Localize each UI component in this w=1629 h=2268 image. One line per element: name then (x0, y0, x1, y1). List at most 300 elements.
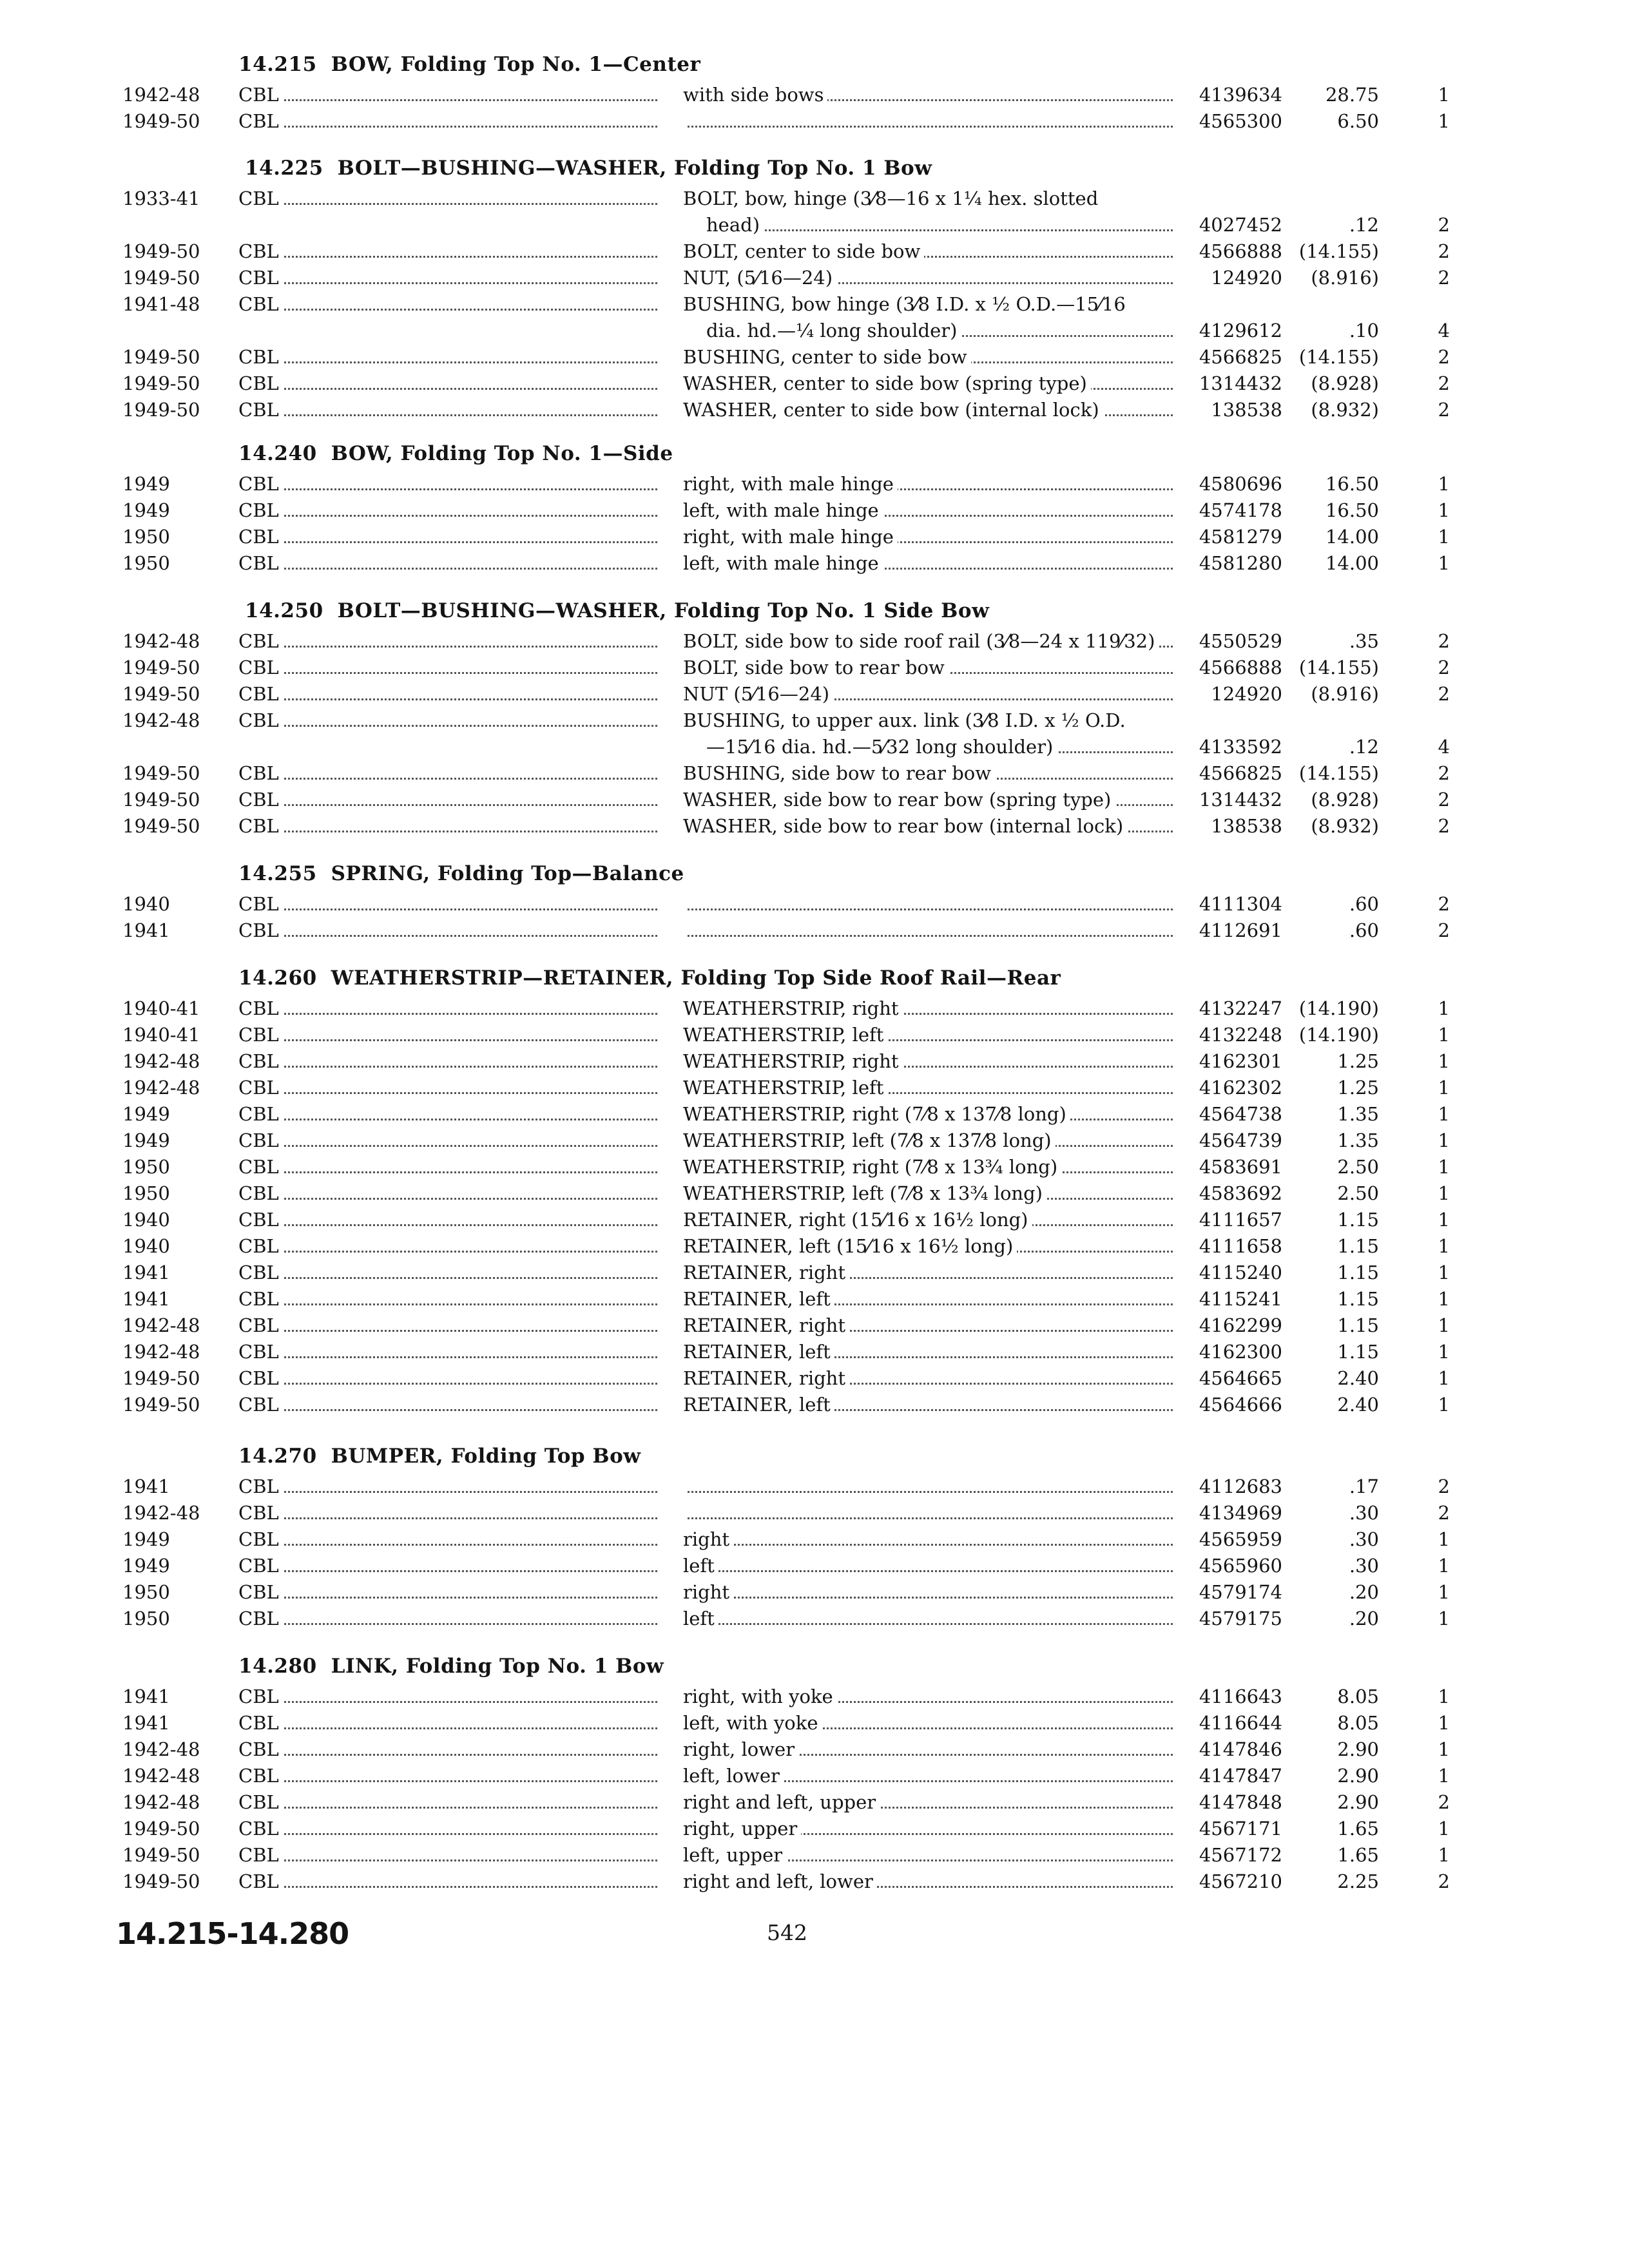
dot-leader (238, 908, 657, 910)
table-row (0, 523, 1629, 550)
body-style-text: CBL (238, 1555, 283, 1577)
body-style-text: CBL (238, 1844, 283, 1866)
dot-leader (238, 1597, 657, 1599)
part-number (1173, 707, 1282, 734)
section-heading (245, 599, 989, 628)
part-description-text: BOLT, side bow to side roof rail (3⁄8—24 x 119⁄32) (683, 630, 1159, 652)
list-price: (8.916) (1311, 683, 1379, 705)
quantity: 2 (1438, 346, 1450, 368)
body-style-text: CBL (238, 1077, 283, 1099)
footer-section-range: 14.215-14.280 (116, 1916, 349, 1951)
quantity: 1 (1438, 1209, 1450, 1231)
part-number: 4574178 (1199, 499, 1282, 521)
body-style-text: CBL (238, 1870, 283, 1892)
dot-leader (238, 1780, 657, 1782)
quantity: 1 (1438, 552, 1450, 574)
part-description-text: left, with yoke (683, 1712, 822, 1734)
part-description-text: BUSHING, side bow to rear bow (683, 762, 995, 784)
part-description (683, 1789, 1173, 1816)
dot-leader (238, 1277, 657, 1279)
part-description (683, 917, 1173, 944)
body-style (238, 654, 657, 681)
table-row (0, 370, 1629, 397)
quantity: 2 (1438, 267, 1450, 289)
part-description-text: right (683, 1528, 733, 1550)
body-style-text: CBL (238, 552, 283, 574)
body-style (238, 1391, 657, 1418)
part-description-text: left, with male hinge (683, 552, 883, 574)
dot-leader (238, 1623, 657, 1625)
list-price: 6.50 (1337, 110, 1379, 132)
model-years: 1941 (122, 919, 170, 941)
part-number: 4162299 (1199, 1314, 1282, 1336)
list-price: 2.90 (1337, 1738, 1379, 1760)
body-style-text: CBL (238, 526, 283, 548)
body-style-text: CBL (238, 1314, 283, 1336)
part-number: 4027452 (1199, 214, 1282, 236)
dot-leader (238, 361, 657, 363)
body-style-text: CBL (238, 1050, 283, 1072)
table-row-continuation (0, 211, 1629, 237)
body-style-text: CBL (238, 267, 283, 289)
part-number: 138538 (1211, 399, 1282, 421)
list-price: 16.50 (1325, 473, 1379, 495)
part-number: 124920 (1211, 683, 1282, 705)
part-description-text: RETAINER, right (683, 1262, 849, 1283)
body-style-text: CBL (238, 709, 283, 731)
list-price: 1.15 (1337, 1341, 1379, 1363)
part-description (683, 1552, 1173, 1579)
table-row (0, 890, 1629, 918)
dot-leader (238, 1833, 657, 1835)
dot-leader (238, 414, 657, 416)
table-row (0, 1233, 1629, 1260)
body-style (238, 497, 657, 524)
part-description (683, 1233, 1173, 1260)
section-title: BOLT—BUSHING—WASHER, Folding Top No. 1 Bow (337, 157, 932, 180)
table-row (0, 1048, 1629, 1075)
body-style-text: CBL (238, 1341, 283, 1363)
section-heading (238, 442, 673, 470)
body-style (238, 1499, 657, 1526)
list-price: 14.00 (1325, 552, 1379, 574)
model-years: 1949-50 (122, 657, 200, 678)
part-number: 4564665 (1199, 1367, 1282, 1389)
part-number: 4583691 (1199, 1156, 1282, 1178)
body-style (238, 1312, 657, 1339)
model-years (122, 317, 219, 344)
quantity: 2 (1438, 372, 1450, 394)
model-years: 1949-50 (122, 1818, 200, 1840)
quantity: 1 (1438, 1844, 1450, 1866)
quantity: 1 (1438, 1156, 1450, 1178)
table-row (0, 1206, 1629, 1233)
part-number: 4115240 (1199, 1262, 1282, 1283)
quantity: 1 (1438, 1738, 1450, 1760)
body-style-text: CBL (238, 1686, 283, 1707)
list-price: (8.928) (1311, 789, 1379, 811)
body-style-text: CBL (238, 1765, 283, 1787)
part-description (683, 1206, 1173, 1233)
dot-leader (238, 1409, 657, 1411)
part-description-text: right and left, upper (683, 1791, 880, 1813)
body-style-text: CBL (238, 1791, 283, 1813)
part-description-text: BUSHING, center to side bow (683, 346, 971, 368)
part-description-text: RETAINER, right (15⁄16 x 16½ long) (683, 1209, 1032, 1231)
section-number: 14.240 (238, 442, 317, 465)
part-description-text: RETAINER, left (683, 1394, 834, 1416)
quantity: 1 (1438, 473, 1450, 495)
dot-leader (238, 646, 657, 648)
section-heading (238, 53, 700, 81)
body-style (238, 1127, 657, 1154)
quantity: 1 (1438, 1103, 1450, 1125)
body-style-text: CBL (238, 1129, 283, 1151)
part-description-text: WEATHERSTRIP, left (7⁄8 x 13¾ long) (683, 1182, 1046, 1204)
body-style-text: CBL (238, 110, 283, 132)
body-style (238, 1285, 657, 1312)
part-description (683, 550, 1173, 577)
model-years: 1940-41 (122, 997, 200, 1019)
body-style-text: CBL (238, 240, 283, 262)
dot-leader (238, 1330, 657, 1332)
part-description-text: RETAINER, left (15⁄16 x 16½ long) (683, 1235, 1017, 1257)
body-style-text: CBL (238, 1262, 283, 1283)
part-number: 4565960 (1199, 1555, 1282, 1577)
quantity: 2 (1438, 762, 1450, 784)
dot-leader (238, 1039, 657, 1041)
part-description-text: WASHER, side bow to rear bow (spring type) (683, 789, 1115, 811)
part-number: 4564666 (1199, 1394, 1282, 1416)
quantity: 2 (1438, 893, 1450, 915)
model-years: 1949-50 (122, 1394, 200, 1416)
dot-leader (238, 1807, 657, 1809)
dot-leader (683, 1597, 1173, 1599)
list-price: 1.15 (1337, 1262, 1379, 1283)
body-style-text: CBL (238, 1475, 283, 1497)
quantity: 2 (1438, 214, 1450, 236)
part-description (683, 1100, 1173, 1128)
body-style (238, 1021, 657, 1048)
part-description: BUSHING, bow hinge (3⁄8 I.D. x ½ O.D.—15⁄16 (683, 293, 1126, 315)
model-years: 1949-50 (122, 372, 200, 394)
part-number: 4567171 (1199, 1818, 1282, 1840)
footer-page-number: 542 (767, 1920, 807, 1945)
section-title: WEATHERSTRIP—RETAINER, Folding Top Side Roof Rail—Rear (331, 966, 1061, 990)
body-style (238, 1048, 657, 1075)
part-description-text: NUT, (5⁄16—24) (683, 267, 836, 289)
part-description-text: RETAINER, left (683, 1288, 834, 1310)
body-style (238, 1100, 657, 1128)
list-price: (14.155) (1298, 240, 1379, 262)
part-number: 4162302 (1199, 1077, 1282, 1099)
model-years: 1950 (122, 1581, 170, 1603)
model-years: 1942-48 (122, 1765, 200, 1787)
table-row (0, 1552, 1629, 1579)
part-description (683, 1285, 1173, 1312)
dot-leader (238, 515, 657, 517)
table-row (0, 81, 1629, 108)
section-title: LINK, Folding Top No. 1 Bow (331, 1655, 664, 1678)
dot-leader (238, 778, 657, 780)
part-description (683, 1391, 1173, 1418)
part-number: 4581279 (1199, 526, 1282, 548)
part-description (683, 470, 1173, 497)
table-row (0, 185, 1629, 212)
list-price (1282, 291, 1379, 318)
list-price: .20 (1349, 1608, 1379, 1629)
list-price: 2.40 (1337, 1367, 1379, 1389)
body-style-text: CBL (238, 1394, 283, 1416)
quantity: 1 (1438, 1341, 1450, 1363)
list-price: .30 (1349, 1502, 1379, 1524)
quantity: 1 (1438, 1129, 1450, 1151)
dot-leader (238, 1119, 657, 1120)
part-description (683, 264, 1173, 291)
model-years: 1949 (122, 1528, 170, 1550)
table-row (0, 1312, 1629, 1339)
body-style-text: CBL (238, 1502, 283, 1524)
model-years: 1949-50 (122, 815, 200, 837)
body-style (238, 707, 657, 734)
quantity: 1 (1438, 84, 1450, 106)
table-row-continuation (0, 733, 1629, 759)
part-number: 4112683 (1199, 1475, 1282, 1497)
part-number: 4115241 (1199, 1288, 1282, 1310)
section-title: SPRING, Folding Top—Balance (331, 862, 684, 885)
quantity: 1 (1438, 1712, 1450, 1734)
list-price: 1.15 (1337, 1209, 1379, 1231)
body-style-text: CBL (238, 372, 283, 394)
section-number: 14.215 (238, 53, 317, 76)
list-price: .12 (1349, 214, 1379, 236)
dot-leader (238, 1570, 657, 1572)
dot-leader (683, 126, 1173, 128)
dot-leader (683, 908, 1173, 910)
part-description (683, 1021, 1173, 1048)
table-row (0, 1868, 1629, 1895)
quantity: 1 (1438, 1818, 1450, 1840)
part-description (683, 343, 1173, 370)
table-row (0, 1180, 1629, 1207)
part-description (683, 1868, 1173, 1895)
section-number: 14.260 (238, 966, 317, 990)
part-number: 1314432 (1199, 372, 1282, 394)
quantity: 1 (1438, 1765, 1450, 1787)
part-description (706, 317, 1173, 344)
part-description-text: WEATHERSTRIP, left (683, 1024, 887, 1046)
model-years: 1949-50 (122, 346, 200, 368)
part-number: 4132248 (1199, 1024, 1282, 1046)
quantity: 2 (1438, 1475, 1450, 1497)
body-style (238, 995, 657, 1022)
dot-leader (238, 388, 657, 390)
part-description-text: WASHER, side bow to rear bow (internal lock) (683, 815, 1127, 837)
dot-leader (683, 1517, 1173, 1519)
part-description (683, 1841, 1173, 1869)
body-style-text: CBL (238, 815, 283, 837)
body-style (238, 1338, 657, 1365)
body-style-text: CBL (238, 1156, 283, 1178)
table-row (0, 1605, 1629, 1632)
part-description (683, 1074, 1173, 1101)
dot-leader (238, 935, 657, 937)
part-description-text: WASHER, center to side bow (spring type) (683, 372, 1091, 394)
list-price: 1.15 (1337, 1314, 1379, 1336)
body-style-text: CBL (238, 997, 283, 1019)
table-row-continuation (0, 317, 1629, 343)
list-price (1282, 707, 1379, 734)
list-price: 1.15 (1337, 1235, 1379, 1257)
table-row (0, 1285, 1629, 1312)
quantity: 2 (1438, 789, 1450, 811)
table-row (0, 1815, 1629, 1842)
model-years: 1949 (122, 499, 170, 521)
list-price: 28.75 (1325, 84, 1379, 106)
quantity: 2 (1438, 1870, 1450, 1892)
dot-leader (238, 1224, 657, 1226)
list-price: (14.190) (1298, 997, 1379, 1019)
body-style-text: CBL (238, 1608, 283, 1629)
quantity: 1 (1438, 1581, 1450, 1603)
part-description (683, 654, 1173, 681)
part-description (683, 1365, 1173, 1392)
model-years: 1949-50 (122, 399, 200, 421)
body-style-text: CBL (238, 1738, 283, 1760)
quantity: 1 (1438, 1314, 1450, 1336)
dot-leader (238, 1171, 657, 1173)
list-price: .20 (1349, 1581, 1379, 1603)
part-number: 4111657 (1199, 1209, 1282, 1231)
table-row (0, 550, 1629, 577)
part-description (683, 523, 1173, 550)
list-price: (14.155) (1298, 762, 1379, 784)
quantity: 4 (1438, 320, 1450, 341)
model-years: 1942-48 (122, 1050, 200, 1072)
dot-leader (238, 1727, 657, 1729)
list-price: 1.35 (1337, 1103, 1379, 1125)
body-style-text: CBL (238, 893, 283, 915)
body-style (238, 1233, 657, 1260)
body-style (238, 812, 657, 840)
part-number: 4147848 (1199, 1791, 1282, 1813)
part-number: 4580696 (1199, 473, 1282, 495)
table-row (0, 264, 1629, 291)
body-style-text: CBL (238, 1024, 283, 1046)
body-style (238, 343, 657, 370)
part-description-text: WEATHERSTRIP, right (683, 1050, 903, 1072)
table-row (0, 1736, 1629, 1763)
part-description (683, 1127, 1173, 1154)
list-price (1282, 185, 1379, 212)
table-row (0, 917, 1629, 944)
part-number (1173, 185, 1282, 212)
quantity: 4 (1438, 736, 1450, 758)
section-heading (238, 1655, 664, 1683)
part-number: 4564738 (1199, 1103, 1282, 1125)
body-style (238, 264, 657, 291)
model-years: 1942-48 (122, 1314, 200, 1336)
table-row (0, 1365, 1629, 1392)
body-style-text: CBL (238, 399, 283, 421)
part-description-text: head) (706, 214, 764, 236)
dot-leader (238, 1491, 657, 1493)
list-price: (14.190) (1298, 1024, 1379, 1046)
part-description (683, 1312, 1173, 1339)
part-number: 4111304 (1199, 893, 1282, 915)
part-description (683, 81, 1173, 108)
dot-leader (238, 672, 657, 674)
body-style-text: CBL (238, 1103, 283, 1125)
dot-leader (683, 935, 1173, 937)
body-style (238, 1259, 657, 1286)
part-description-text: left, upper (683, 1844, 786, 1866)
list-price: .10 (1349, 320, 1379, 341)
body-style-text: CBL (238, 1367, 283, 1389)
part-description (683, 890, 1173, 918)
body-style (238, 1153, 657, 1180)
table-row (0, 1762, 1629, 1789)
quantity: 1 (1438, 1288, 1450, 1310)
dot-leader (683, 1570, 1173, 1572)
table-row (0, 628, 1629, 655)
dot-leader (683, 1623, 1173, 1625)
part-description-text: left (683, 1555, 718, 1577)
dot-leader (238, 1356, 657, 1358)
part-number: 4567172 (1199, 1844, 1282, 1866)
part-description-text: WEATHERSTRIP, right (7⁄8 x 13¾ long) (683, 1156, 1061, 1178)
model-years: 1940 (122, 1209, 170, 1231)
dot-leader (238, 541, 657, 543)
dot-leader (238, 1860, 657, 1861)
part-description-text: right, with yoke (683, 1686, 837, 1707)
quantity (1411, 291, 1450, 318)
section-heading (245, 157, 932, 185)
part-description-text: WEATHERSTRIP, right (683, 997, 903, 1019)
part-number: 138538 (1211, 815, 1282, 837)
list-price: 2.50 (1337, 1182, 1379, 1204)
part-description-text: with side bows (683, 84, 827, 106)
list-price: 2.25 (1337, 1870, 1379, 1892)
quantity: 2 (1438, 399, 1450, 421)
body-style (238, 396, 657, 423)
body-style (238, 1683, 657, 1710)
part-description (683, 680, 1173, 707)
body-style (238, 523, 657, 550)
part-number: 4132247 (1199, 997, 1282, 1019)
body-style (238, 917, 657, 944)
part-number: 4147847 (1199, 1765, 1282, 1787)
part-description-text: BOLT, side bow to rear bow (683, 657, 949, 678)
part-description-text: left, lower (683, 1765, 784, 1787)
part-description (683, 1683, 1173, 1710)
dot-leader (238, 1251, 657, 1253)
table-row (0, 707, 1629, 734)
part-description-text: right, with male hinge (683, 473, 898, 495)
list-price: .30 (1349, 1555, 1379, 1577)
dot-leader (683, 1544, 1173, 1546)
part-description (683, 760, 1173, 787)
list-price: 14.00 (1325, 526, 1379, 548)
dot-leader (238, 1701, 657, 1703)
list-price: .17 (1349, 1475, 1379, 1497)
body-style-text: CBL (238, 1288, 283, 1310)
section-title: BOW, Folding Top No. 1—Center (331, 53, 701, 76)
quantity: 2 (1438, 1791, 1450, 1813)
part-description (683, 1736, 1173, 1763)
part-description (706, 733, 1173, 760)
part-description (683, 628, 1173, 655)
